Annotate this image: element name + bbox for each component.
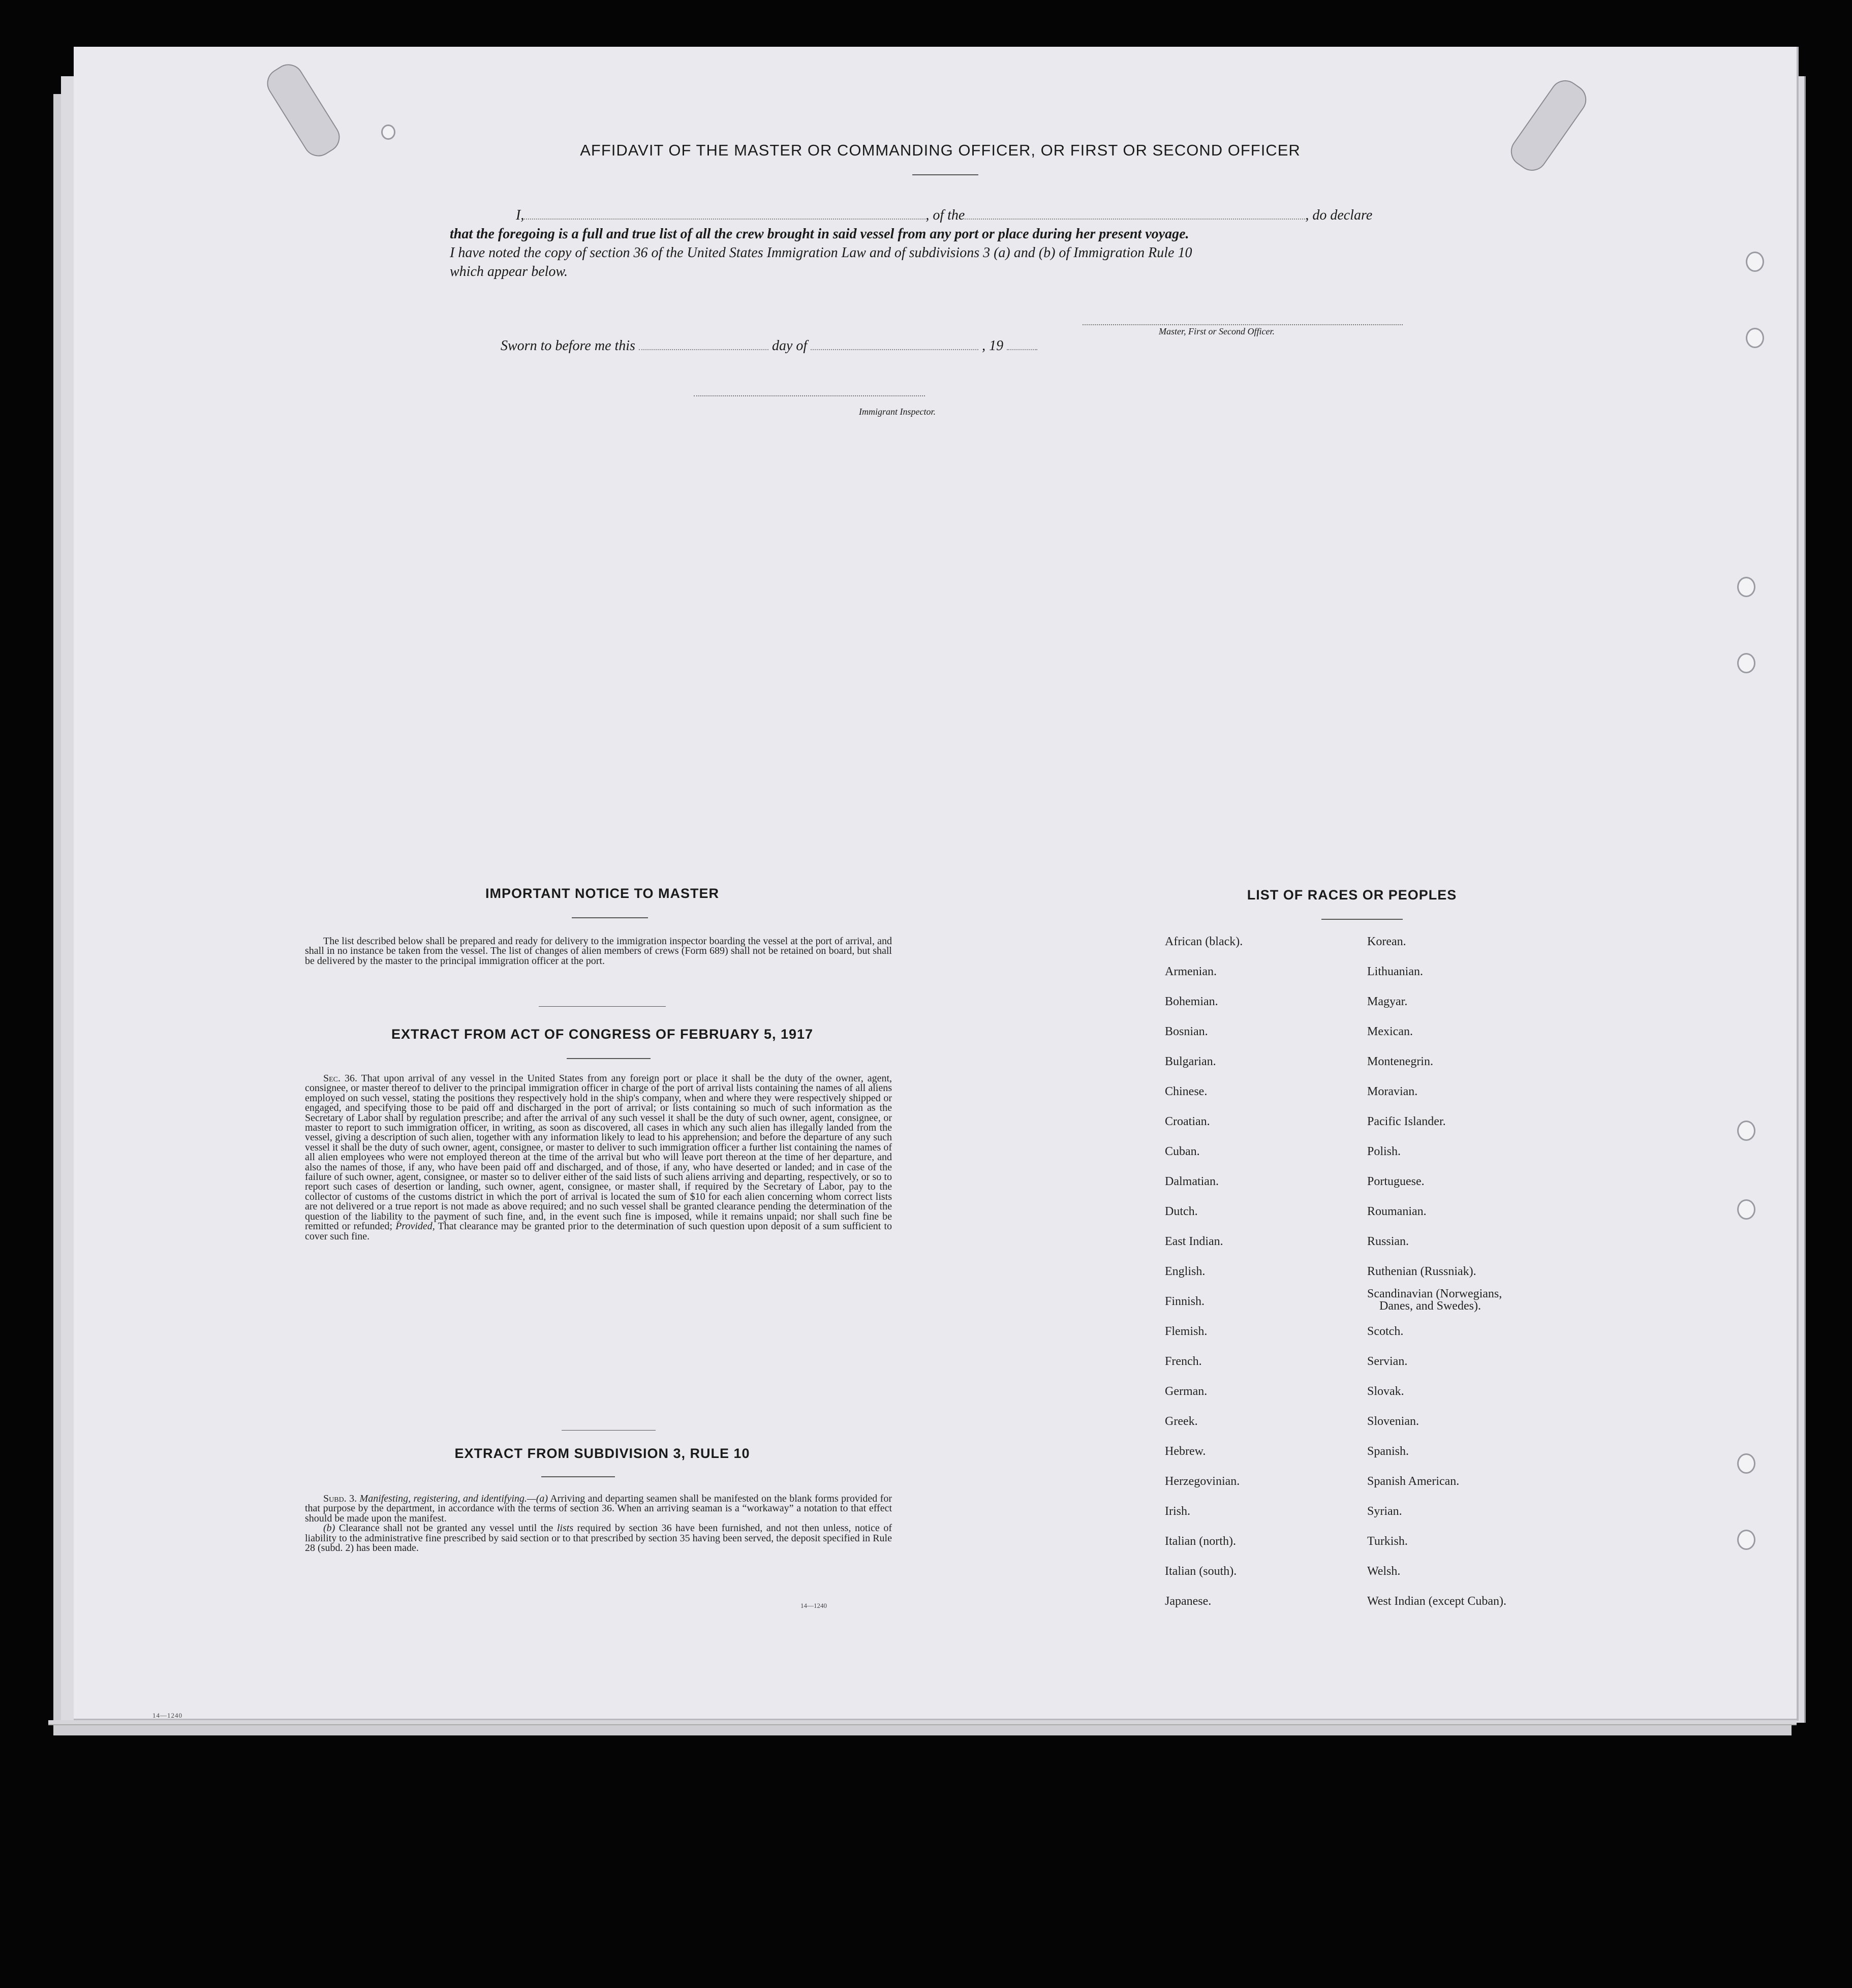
race-item: Slovenian. <box>1367 1415 1419 1428</box>
race-item: Herzegovinian. <box>1165 1475 1240 1488</box>
race-item: Italian (south). <box>1165 1565 1237 1578</box>
subd-label: Subd. 3. <box>323 1493 357 1504</box>
act-rule <box>567 1058 651 1059</box>
notice-rule <box>572 917 648 918</box>
day-field[interactable] <box>639 349 768 350</box>
race-item: Croatian. <box>1165 1115 1210 1128</box>
race-item: Syrian. <box>1367 1505 1402 1518</box>
rule-a <box>305 1494 892 1524</box>
act-provided: Provided, <box>395 1221 435 1232</box>
race-item: Dutch. <box>1165 1205 1198 1218</box>
race-item: Mexican. <box>1367 1025 1413 1038</box>
affidavit-text <box>450 206 1408 281</box>
race-item: Welsh. <box>1367 1565 1401 1578</box>
race-item: Irish. <box>1165 1505 1190 1518</box>
race-item: Polish. <box>1367 1145 1401 1158</box>
b-lists: lists <box>557 1523 574 1534</box>
affidavit-line-3: I have noted the copy of section 36 of the United States Immigration Law and of subdivisions 3 (a) and (b) of Immigration Rule 10 <box>450 245 1192 261</box>
form-number: 14—1240 <box>800 1602 827 1609</box>
notice-title: IMPORTANT NOTICE TO MASTER <box>485 886 719 901</box>
race-item: Greek. <box>1165 1415 1198 1428</box>
race-item: East Indian. <box>1165 1235 1223 1248</box>
punch-hole-icon <box>1737 1453 1755 1474</box>
race-item: Turkish. <box>1367 1535 1408 1548</box>
name-field[interactable] <box>524 207 925 220</box>
rule-title: EXTRACT FROM SUBDIVISION 3, RULE 10 <box>454 1446 750 1461</box>
notice-text <box>305 937 892 966</box>
races-rule <box>1321 919 1403 920</box>
race-item: Italian (north). <box>1165 1535 1236 1548</box>
punch-hole-icon <box>1737 653 1755 673</box>
race-item: African (black). <box>1165 935 1243 948</box>
punch-hole-icon <box>1737 1121 1755 1141</box>
race-item: Cuban. <box>1165 1145 1200 1158</box>
rule-rule <box>541 1476 615 1477</box>
race-item-scandinavian <box>1367 1288 1502 1312</box>
act-title: EXTRACT FROM ACT OF CONGRESS OF FEBRUARY 5, 1917 <box>391 1027 814 1042</box>
race-item: Pacific Islander. <box>1367 1115 1446 1128</box>
race-item: Dalmatian. <box>1165 1175 1219 1188</box>
rule-b <box>305 1524 892 1553</box>
punch-hole-icon <box>1737 1530 1755 1550</box>
race-item: Bohemian. <box>1165 995 1218 1008</box>
race-item: West Indian (except Cuban). <box>1367 1595 1506 1608</box>
race-item: Korean. <box>1367 935 1406 948</box>
punch-hole-icon <box>381 125 395 140</box>
race-item: Bulgarian. <box>1165 1055 1216 1068</box>
punch-hole-icon <box>1737 1199 1755 1220</box>
day-of-text: day of <box>771 338 808 354</box>
race-item: German. <box>1165 1385 1208 1398</box>
races-title: LIST OF RACES OR PEOPLES <box>1247 887 1457 903</box>
subd-title: Manifesting, registering, and identifying. <box>359 1493 527 1504</box>
act-section-label: Sec. 36. <box>323 1073 357 1084</box>
race-item: Japanese. <box>1165 1595 1212 1608</box>
bottom-edge <box>48 1720 1797 1725</box>
race-item: Lithuanian. <box>1367 965 1423 978</box>
title-rule <box>912 174 978 175</box>
race-item: Servian. <box>1367 1355 1408 1368</box>
race-item-line1: Scandinavian (Norwegians, <box>1367 1287 1502 1300</box>
race-item: Russian. <box>1367 1235 1409 1248</box>
year-field[interactable] <box>1007 349 1037 350</box>
race-item: Magyar. <box>1367 995 1408 1008</box>
rule-text <box>305 1494 892 1553</box>
race-item: Spanish American. <box>1367 1475 1460 1488</box>
document-page <box>74 47 1799 1721</box>
race-item: Montenegrin. <box>1367 1055 1433 1068</box>
punch-hole-icon <box>1746 328 1764 348</box>
act-text <box>305 1074 892 1241</box>
race-item: Bosnian. <box>1165 1025 1208 1038</box>
race-item: Moravian. <box>1367 1085 1418 1098</box>
inspector-signature-line[interactable] <box>694 395 925 396</box>
race-item: Flemish. <box>1165 1325 1208 1338</box>
b-text-1: Clearance shall not be granted any vessel until the <box>338 1523 553 1534</box>
affidavit-line-4: which appear below. <box>450 264 568 279</box>
affidavit-line-2: that the foregoing is a full and true list of all the crew brought in said vessel from any port or place during her present voyage. <box>450 226 1189 242</box>
sworn-text: Sworn to before me this <box>501 338 635 354</box>
act-body-end: That clearance may be granted prior to the determination of such question upon deposit of a sum sufficient to cover such fine. <box>305 1221 892 1242</box>
race-item: Portuguese. <box>1367 1175 1425 1188</box>
signature-label: Master, First or Second Officer. <box>1159 326 1275 336</box>
race-item: Spanish. <box>1367 1445 1409 1458</box>
a-label: —(a) <box>527 1493 548 1504</box>
affidavit-declare: , do declare <box>1305 207 1373 223</box>
race-item-line2: Danes, and Swedes). <box>1379 1299 1481 1313</box>
race-item: Chinese. <box>1165 1085 1208 1098</box>
b-text-2: required by section 36 have been furnished, and not then unless, notice of liability to the administrative fine prescribed by said section or to that prescribed by section 35 having been served, the deposit specified in Rule 28 (subd. 2) has been made. <box>305 1523 892 1554</box>
vessel-field[interactable] <box>965 207 1305 220</box>
race-item: Hebrew. <box>1165 1445 1206 1458</box>
affidavit-title: AFFIDAVIT OF THE MASTER OR COMMANDING OFFICER, OR FIRST OR SECOND OFFICER <box>580 141 1301 159</box>
race-item: Ruthenian (Russniak). <box>1367 1265 1476 1278</box>
punch-hole-icon <box>1746 252 1764 272</box>
b-label: (b) <box>323 1523 335 1534</box>
notice-body: The list described below shall be prepared and ready for delivery to the immigration inspector boarding the vessel at the port of arrival, and shall in no instance be taken from the vessel. The list of changes of alien members of crews (Form 689) shall not be retained on board, but shall be delivered by the master to the principal immigration officer at the port. <box>305 936 892 967</box>
year-text: , 19 <box>982 338 1004 354</box>
act-body: That upon arrival of any vessel in the United States from any foreign port or place it shall be the duty of the owner, agent, consignee, or master thereof to deliver to the principal immigration officer in charge of the port of arrival lists containing the names of all aliens employed on such vessel, stating the positions they respectively hold in the ship's company, when and where they were respectively shipped or engaged, and specifying those to be paid off and discharged in the port of arrival; or lists containing so much of such information as the Secretary of Labor shall by regulation prescribe; and after the arrival of any such vessel it shall be the duty of such owner, agent, consignee, or master to report to such immigration officer, in writing, as soon as discovered, all cases in which any such alien has illegally landed from the vessel, giving a description of such alien, together with any information likely to lead to his apprehension; and before the departure of any such vessel it shall be the duty of such owner, agent, consignee, or master to deliver to such immigration officer a further list containing the names of all alien employees who were not employed thereon at the time of the arrival but who will leave port thereon at the time of her departure, and also the names of those, if any, who have been paid off and discharged, and of those, if any, who have deserted or landed; and in case of the failure of such owner, agent, consignee, or master so to deliver either of the said lists of such aliens arriving and departing, respectively, or so to report such cases of desertion or landing, such owner, agent, consignee, or master shall, if required by the Secretary of Labor, pay to the collector of customs of the customs district in which the port of arrival is located the sum of $10 for each alien concerning whom correct lists are not delivered or a true report is not made as above required; and no such vessel shall be granted clearance pending the determination of the question of the liability to the payment of such fine, and, in the event such fine is imposed, while it remains unpaid; nor shall such fine be remitted or refunded; <box>305 1073 892 1232</box>
race-item: Finnish. <box>1165 1295 1205 1308</box>
race-item: Armenian. <box>1165 965 1217 978</box>
edge-form-number: 14—1240 <box>152 1712 182 1719</box>
section-rule <box>539 1006 666 1007</box>
inspector-label: Immigrant Inspector. <box>859 407 936 417</box>
section-rule <box>562 1430 656 1431</box>
a-text: Arriving and departing seamen shall be manifested on the blank forms provided for that purpose by the department, in accordance with the terms of section 36. When an arriving seaman is a “workaway” a notation to that effect should be made upon the manifest. <box>305 1493 892 1524</box>
affidavit-of-the: , of the <box>925 207 965 223</box>
affidavit-line-1 <box>450 206 1408 225</box>
race-item: Scotch. <box>1367 1325 1404 1338</box>
punch-hole-icon <box>1737 577 1755 597</box>
race-item: Slovak. <box>1367 1385 1404 1398</box>
sworn-line <box>501 338 1037 354</box>
race-item: Roumanian. <box>1367 1205 1427 1218</box>
signature-line[interactable] <box>1083 324 1403 325</box>
month-field[interactable] <box>811 349 978 350</box>
race-item: French. <box>1165 1355 1202 1368</box>
affidavit-i: I, <box>516 207 524 223</box>
race-item: English. <box>1165 1265 1206 1278</box>
